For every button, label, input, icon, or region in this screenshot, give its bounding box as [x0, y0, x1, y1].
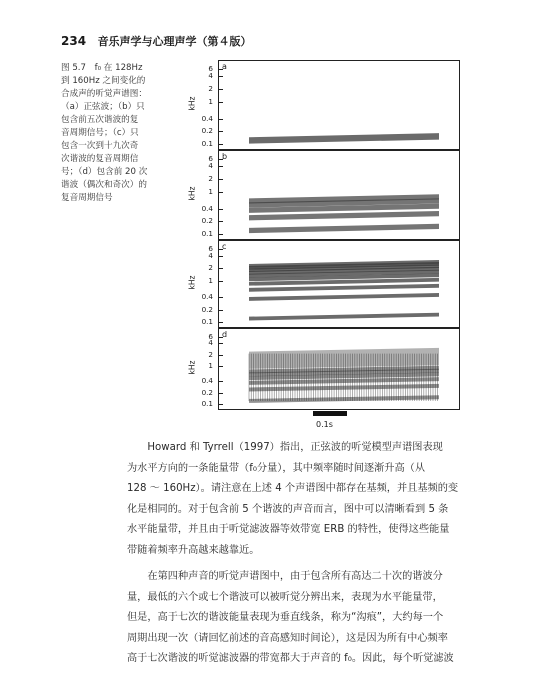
text-line: 但是，高于七次的谐波能量表现为垂直线条，称为“沟痕”，大约每一个: [127, 612, 444, 624]
y-tick-label: 0.2: [201, 126, 213, 136]
panel-label: a: [222, 62, 227, 71]
spectrogram-image: [219, 61, 459, 149]
y-tick-mark: [219, 89, 223, 90]
harmonic-band: [249, 313, 439, 321]
page-number: 234: [61, 34, 87, 48]
paragraph-2: [127, 567, 503, 670]
y-axis-label: kHz: [187, 186, 197, 201]
y-tick-mark: [219, 322, 223, 323]
spectrogram-image: [219, 151, 459, 239]
y-tick-label: 0.1: [201, 317, 213, 326]
y-tick-mark: [219, 69, 223, 70]
time-scale-label: 0.1s: [316, 420, 333, 429]
paragraph-1: [127, 438, 503, 562]
y-tick-mark: [219, 366, 223, 367]
y-tick-mark: [219, 131, 223, 132]
y-tick-mark: [219, 381, 223, 382]
y-tick-label: 0.4: [201, 203, 213, 213]
time-scale-bar: [313, 411, 347, 416]
harmonic-band: [249, 384, 439, 392]
panel-label: b: [222, 152, 228, 161]
y-tick-mark: [219, 166, 223, 167]
y-tick-mark: [219, 76, 223, 77]
y-tick-label: 4: [208, 161, 213, 171]
harmonic-band: [249, 395, 439, 403]
y-tick-label: 2: [208, 349, 213, 359]
text-line: 128 ～ 160Hz）。请注意在上述 4 个声谱图中都存在基频，并且基频的变: [127, 483, 459, 495]
harmonic-band: [249, 211, 439, 220]
y-tick-mark: [219, 393, 223, 394]
y-tick-mark: [219, 234, 223, 235]
y-tick-mark: [219, 310, 223, 311]
spectrogram-image: [219, 241, 459, 327]
spectrogram-panel-d: [218, 328, 460, 410]
harmonic-band: [249, 224, 439, 233]
y-tick-mark: [219, 221, 223, 222]
text-line: 在第四种声音的听觉声谱图中，由于包含所有高达二十次的谐波分: [147, 571, 443, 582]
spectrogram-panel-c: [218, 240, 460, 328]
text-line: 量，最低的六个或七个谐波可以被听觉分辨出来，表现为水平能量带，: [127, 591, 443, 603]
text-line: Howard 和 Tyrrell（1997）指出，正弦波的听觉模型声谱图表现: [147, 442, 443, 453]
y-tick-mark: [219, 281, 223, 282]
y-tick-label: 0.4: [201, 292, 213, 302]
y-tick-label: 1: [208, 361, 213, 371]
spectrogram-panel-b: [218, 150, 460, 240]
y-tick-mark: [219, 102, 223, 103]
y-tick-label: 0.1: [201, 399, 213, 408]
y-tick-label: 0.2: [201, 216, 213, 226]
y-tick-mark: [219, 249, 223, 250]
y-tick-mark: [219, 355, 223, 356]
text-line: 水平能量带，并且由于听觉滤波器等效带宽 ERB 的特性，使得这些能量: [127, 524, 450, 536]
y-tick-label: 0.2: [201, 387, 213, 397]
y-tick-label: 6: [208, 153, 213, 163]
text-line: 化是相同的。对于包含前 5 个谐波的声音而言，图中可以清晰看到 5 条: [127, 503, 449, 515]
y-tick-mark: [219, 209, 223, 210]
harmonic-band: [249, 293, 439, 301]
book-title: 音乐声学与心理声学（第４版）: [97, 35, 252, 48]
y-tick-label: 1: [208, 186, 213, 196]
panel-label: d: [222, 330, 228, 339]
y-tick-mark: [219, 297, 223, 298]
y-tick-label: 6: [208, 243, 213, 253]
text-line: 周期出现一次（请回忆前述的音高感知时间论），这是因为所有中心频率: [127, 632, 448, 644]
y-tick-label: 2: [208, 263, 213, 273]
y-tick-label: 6: [208, 331, 213, 341]
y-tick-mark: [219, 343, 223, 344]
y-tick-label: 1: [208, 96, 213, 106]
y-tick-label: 6: [208, 63, 213, 73]
y-tick-label: 1: [208, 275, 213, 285]
y-tick-mark: [219, 268, 223, 269]
y-tick-mark: [219, 144, 223, 145]
y-tick-label: 2: [208, 84, 213, 93]
text-line: 带随着频率升高越来越靠近。: [127, 544, 260, 556]
y-tick-label: 0.2: [201, 304, 213, 314]
y-tick-mark: [219, 404, 223, 405]
spectrogram-figure: [185, 58, 475, 433]
striation-region: [249, 348, 439, 369]
text-line: 高于七次谐波的听觉滤波器的带宽都大于声音的 f₀。因此，每个听觉滤波: [127, 653, 454, 665]
figure-caption: 图 5.7 f₀ 在 128Hz 到 160Hz 之间变化的 合成声的听觉声谱图： （a）正弦波；（b）只 包含前五次谐波的复 音周期信号；（c）只 包含一次到十九次奇 次谐波的复音周期信 号；（d）包含前 20 次 谐波（偶次和奇次）的 复音周期信号: [61, 63, 148, 203]
y-axis-label: kHz: [187, 360, 197, 375]
running-header: [61, 33, 252, 49]
y-tick-label: 2: [208, 174, 213, 183]
y-tick-label: 0.4: [201, 113, 213, 123]
y-tick-label: 0.1: [201, 229, 213, 238]
y-tick-mark: [219, 337, 223, 338]
spectrogram-image: [219, 329, 459, 409]
spectrogram-panel-a: [218, 60, 460, 150]
text-line: 为水平方向的一条能量带（f₀分量），其中频率随时间逐渐升高（从: [127, 462, 426, 474]
y-tick-mark: [219, 159, 223, 160]
y-axis-label: kHz: [187, 96, 197, 111]
y-tick-mark: [219, 192, 223, 193]
y-tick-label: 4: [208, 338, 213, 348]
y-tick-label: 0.1: [201, 139, 213, 148]
panel-label: c: [222, 242, 227, 251]
y-tick-label: 4: [208, 251, 213, 260]
y-tick-mark: [219, 256, 223, 257]
y-tick-label: 0.4: [201, 376, 213, 386]
harmonic-band: [249, 133, 439, 143]
y-tick-mark: [219, 179, 223, 180]
y-axis-label: kHz: [187, 275, 197, 290]
y-tick-mark: [219, 119, 223, 120]
y-tick-label: 4: [208, 71, 213, 81]
